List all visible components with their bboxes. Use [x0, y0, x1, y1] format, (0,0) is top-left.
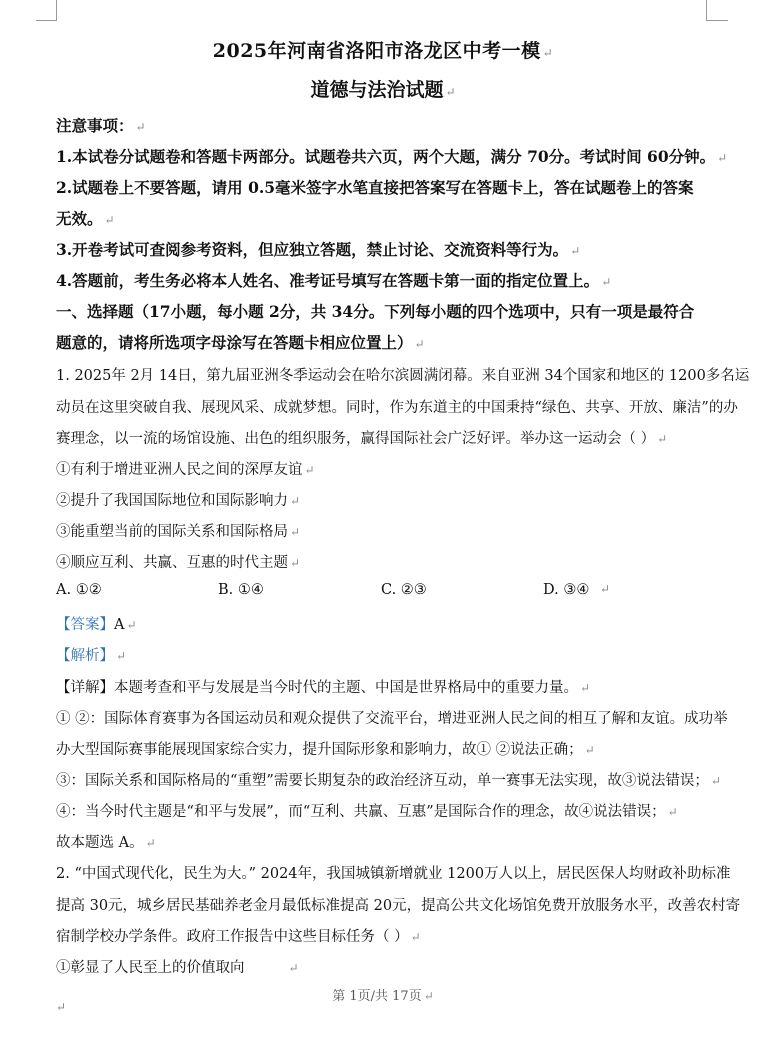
crop-mark-top-left-h [36, 20, 56, 21]
paragraph-mark-icon: ↵ [126, 618, 137, 632]
notice-item [56, 269, 716, 291]
analysis-line [56, 831, 716, 852]
section-heading-text: 题意的，请将所选项字母涂写在答题卡相应位置上） [56, 333, 413, 352]
paragraph-mark-icon: ↵ [135, 120, 146, 134]
paragraph-mark-icon: ↵ [56, 1000, 67, 1014]
analysis-tag-line [56, 644, 716, 665]
stem-text: 动员在这里突破自我、展现风采、成就梦想。同时，作为东道主的中国秉持“绿色、共享、开放、廉洁”的办 [56, 400, 738, 416]
answer-line [56, 613, 716, 634]
notice-item-text: 4.答题前，考生务必将本人姓名、准考证号填写在答题卡第一面的指定位置上。 [56, 271, 600, 290]
paragraph-mark-icon: ↵ [290, 556, 301, 570]
answer-value: A [114, 617, 125, 633]
stem-text: 宿制学校办学条件。政府工作报告中这些目标任务（ ） [56, 929, 409, 945]
paragraph-mark-icon: ↵ [584, 743, 595, 757]
detail-tag: 【详解】 [56, 680, 114, 696]
crop-mark-top-left [56, 0, 57, 21]
statement-text: ①彰显了人民至上的价值取向 [56, 960, 245, 976]
page-footer [0, 985, 766, 1004]
paragraph-mark-icon: ↵ [410, 930, 421, 944]
option-b: B. ①④ [218, 582, 264, 598]
paragraph-mark-icon: ↵ [414, 337, 425, 351]
analysis-text: 办大型国际赛事能展现国家综合实力，提升国际形象和影响力，故① ②说法正确； [56, 742, 583, 758]
question-1-stem [56, 427, 716, 448]
paragraph-mark-icon: ↵ [710, 774, 721, 788]
notice-item-text: 2.试题卷上不要答题，请用 0.5毫米签字水笔直接把答案写在答题卡上，答在试题卷上的答案 [56, 178, 694, 197]
paragraph-mark-icon: ↵ [600, 582, 611, 596]
stem-text: 提高 30元，城乡居民基础养老金月最低标准提高 20元，提高公共文化场馆免费开放服务水平，改善农村寄 [56, 898, 741, 914]
document-subtitle [0, 75, 766, 102]
paragraph-mark-icon: ↵ [445, 85, 456, 99]
statement-text: ②提升了我国国际地位和国际影响力 [56, 493, 288, 509]
paragraph-mark-icon: ↵ [667, 805, 678, 819]
option-c: C. ②③ [381, 582, 427, 598]
page-number: 第 1页/共 17页 [332, 989, 422, 1004]
paragraph-mark-icon: ↵ [657, 432, 668, 446]
statement-item [56, 551, 716, 572]
question-2-stem [56, 894, 741, 915]
statement-text: ①有利于增进亚洲人民之间的深厚友谊 [56, 462, 303, 478]
notice-heading-text: 注意事项： [56, 116, 134, 135]
question-2-stem [56, 925, 716, 946]
question-1-stem [56, 364, 750, 385]
paragraph-mark-icon: ↵ [580, 681, 591, 695]
notice-item-text: 3.开卷考试可查阅参考资料，但应独立答题，禁止讨论、交流资料等行为。 [56, 240, 569, 259]
analysis-line [56, 707, 728, 728]
paragraph-mark-icon: ↵ [570, 244, 581, 258]
crop-mark-top-right-h [706, 20, 728, 21]
notice-heading [56, 114, 716, 136]
analysis-text: ④：当今时代主题是“和平与发展”，而“互利、共赢、互惠”是国际合作的理念，故④说法错误； [56, 804, 666, 820]
stem-text: 赛理念，以一流的场馆设施、出色的组织服务，赢得国际社会广泛好评。举办这一运动会（ ） [56, 431, 656, 447]
subtitle-text: 道德与法治试题 [310, 79, 444, 101]
crop-mark-top-right [706, 0, 707, 20]
notice-item-text: 1.本试卷分试题卷和答题卡两部分。试题卷共六页，两个大题，满分 70分。考试时间 60分钟。 [56, 147, 716, 166]
title-text: 2025年河南省洛阳市洛龙区中考一模 [212, 40, 541, 62]
option-a: A. ①② [56, 582, 102, 598]
document-title [0, 36, 766, 63]
analysis-text: ③：国际关系和国际格局的“重塑”需要长期复杂的政治经济互动，单一赛事无法实现，故③说法错误； [56, 773, 709, 789]
detail-text: 本题考查和平与发展是当今时代的主题、中国是世界格局中的重要力量。 [114, 680, 578, 696]
analysis-text: ① ②：国际体育赛事为各国运动员和观众提供了交流平台，增进亚洲人民之间的相互了解和友谊。成功举 [56, 711, 728, 727]
paragraph-mark-icon: ↵ [304, 463, 315, 477]
statement-item [56, 458, 716, 479]
section-heading [56, 331, 716, 353]
question-2-stem [56, 862, 731, 883]
paragraph-mark-icon: ↵ [542, 46, 554, 60]
notice-item [56, 145, 728, 167]
statement-item [56, 489, 716, 510]
statement-item [56, 520, 716, 541]
paragraph-mark-icon: ↵ [104, 213, 115, 227]
analysis-text: 故本题选 A。 [56, 835, 144, 851]
paragraph-mark-icon: ↵ [601, 275, 612, 289]
stem-text: 2. “中国式现代化，民生为大。” 2024年，我国城镇新增就业 1200万人以上，居民医保人均财政补助标准 [56, 866, 731, 882]
analysis-tag: 【解析】 [56, 648, 114, 664]
stem-text: 1. 2025年 2月 14日，第九届亚洲冬季运动会在哈尔滨圆满闭幕。来自亚洲 34个国家和地区的 1200多名运 [56, 368, 750, 384]
option-d: D. ③④ [543, 582, 590, 598]
answer-tag: 【答案】 [56, 617, 114, 633]
section-heading [56, 300, 716, 322]
paragraph-mark-icon: ↵ [717, 151, 728, 165]
paragraph-mark-icon: ↵ [145, 836, 156, 850]
analysis-line [56, 738, 716, 759]
detail-line [56, 676, 716, 697]
notice-item-text: 无效。 [56, 209, 103, 228]
statement-text: ③能重塑当前的国际关系和国际格局 [56, 524, 288, 540]
notice-item [56, 176, 716, 198]
statement-text: ④顺应互利、共赢、互惠的时代主题 [56, 555, 288, 571]
notice-item [56, 207, 716, 229]
notice-item [56, 238, 716, 260]
section-heading-text: 一、选择题（17小题，每小题 2分，共 34分。下列每小题的四个选项中，只有一项是最符合 [56, 302, 695, 321]
question-1-stem [56, 396, 738, 417]
paragraph-mark-icon: ↵ [290, 525, 301, 539]
paragraph-mark-icon: ↵ [423, 989, 434, 1003]
paragraph-mark-icon: ↵ [288, 961, 299, 975]
paragraph-mark-icon: ↵ [116, 649, 127, 663]
analysis-line [56, 769, 721, 790]
paragraph-mark-icon: ↵ [290, 494, 301, 508]
statement-item [56, 956, 716, 977]
analysis-line [56, 800, 716, 821]
